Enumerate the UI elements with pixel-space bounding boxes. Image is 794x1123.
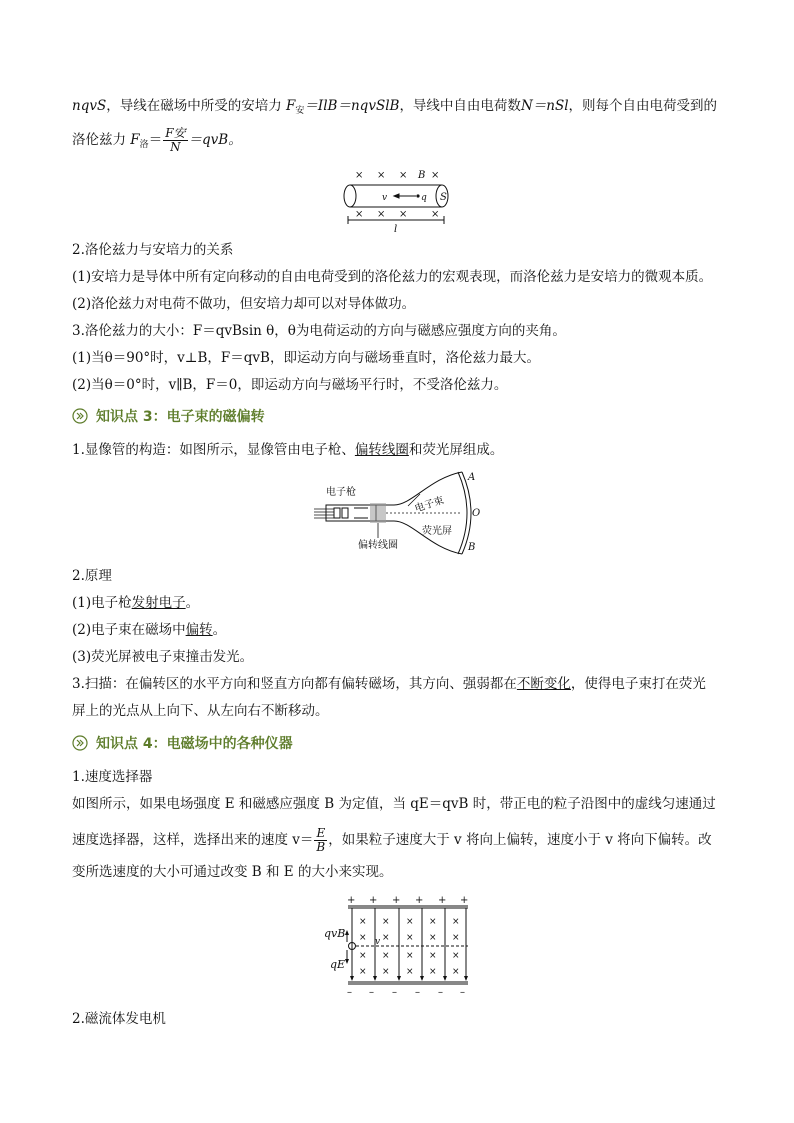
principle-title: 2.原理	[72, 568, 112, 584]
mhd-generator-title: 2.磁流体发电机	[72, 1011, 166, 1027]
scan-line-1: 3.扫描：在偏转区的水平方向和竖直方向都有偏转磁场，其方向、强弱都在不断变化，使得电子束打在荧光	[72, 676, 706, 692]
knowledge-point-3-heading	[72, 405, 265, 427]
svg-text:×: ×	[452, 951, 460, 961]
svg-text:×: ×	[359, 933, 367, 943]
label-electron-beam: 电子束	[413, 495, 446, 515]
label-A: A	[468, 472, 476, 483]
scan-line-2: 屏上的光点从上向下、从左向右不断移动。	[72, 703, 329, 719]
conductor-figure	[338, 166, 456, 234]
principle-item-2: (2)电子束在磁场中偏转。	[72, 622, 227, 638]
svg-text:×: ×	[429, 951, 437, 961]
svg-text:×: ×	[382, 967, 390, 977]
plus-sign: +	[347, 895, 356, 906]
plus-sign: +	[438, 895, 447, 906]
label-v: v	[375, 937, 381, 947]
principle-item-3: (3)荧光屏被电子束撞击发光。	[72, 649, 254, 665]
velocity-selector-line-3: 变所选速度的大小可通过改变 B 和 E 的大小来实现。	[72, 864, 393, 880]
svg-text:×: ×	[429, 917, 437, 927]
cross-mark: ×	[399, 170, 408, 181]
minus-sign: –	[460, 987, 465, 996]
cross-mark: ×	[431, 209, 440, 220]
svg-text:×: ×	[452, 967, 460, 977]
section-2-title: 2.洛伦兹力与安培力的关系	[72, 242, 234, 258]
svg-text:×: ×	[359, 967, 367, 977]
label-electron-gun: 电子枪	[326, 487, 356, 498]
label-S: S	[440, 192, 447, 203]
plus-sign: +	[392, 895, 401, 906]
svg-text:×: ×	[359, 917, 367, 927]
cross-mark: ×	[377, 209, 386, 220]
svg-text:×: ×	[382, 933, 390, 943]
heading-text: 知识点 3：电子束的磁偏转	[96, 409, 265, 425]
label-deflection-coil: 偏转线圈	[358, 540, 398, 551]
velocity-selector-figure	[322, 892, 472, 996]
chevron-circle-icon	[72, 735, 88, 751]
section-3-item-2: (2)当θ＝0°时，v∥B，F＝0，即运动方向与磁场平行时，不受洛伦兹力。	[72, 377, 508, 393]
crt-structure-line: 1.显像管的构造：如图所示，显像管由电子枪、偏转线圈和荧光屏组成。	[72, 442, 504, 458]
cross-mark: ×	[355, 209, 364, 220]
plus-sign: +	[415, 895, 424, 906]
svg-text:×: ×	[429, 967, 437, 977]
label-O: O	[472, 508, 481, 519]
fraction-e-over-b: $\frac{E}{B}$	[316, 826, 326, 854]
minus-sign: –	[438, 987, 443, 996]
svg-text:×: ×	[406, 933, 414, 943]
label-q: q	[421, 193, 427, 203]
section-3-item-1: (1)当θ＝90°时，v⊥B，F＝qvB，即运动方向与磁场垂直时，洛伦兹力最大。	[72, 350, 540, 366]
chevron-circle-icon	[72, 408, 88, 424]
velocity-selector-title: 1.速度选择器	[72, 769, 153, 785]
cross-mark: ×	[377, 170, 386, 181]
crt-figure	[312, 468, 490, 556]
svg-text:×: ×	[382, 917, 390, 927]
minus-sign: –	[415, 987, 420, 996]
cross-mark: ×	[431, 170, 440, 181]
svg-text:×: ×	[452, 917, 460, 927]
svg-text:×: ×	[452, 933, 460, 943]
knowledge-point-4-heading	[72, 732, 293, 754]
svg-text:×: ×	[359, 951, 367, 961]
cross-mark: ×	[399, 209, 408, 220]
svg-text:×: ×	[406, 967, 414, 977]
label-v: v	[382, 193, 388, 203]
plus-sign: +	[369, 895, 378, 906]
svg-text:×: ×	[406, 917, 414, 927]
minus-sign: –	[369, 987, 374, 996]
label-screen: 荧光屏	[422, 526, 452, 537]
svg-text:×: ×	[382, 951, 390, 961]
svg-text:×: ×	[406, 951, 414, 961]
label-B: B	[468, 542, 476, 553]
label-qvB: qvB	[324, 927, 346, 940]
label-B: B	[418, 170, 426, 181]
paragraph-line-2: 洛伦兹力 $F_洛=$ $\frac{\text{F安}}{N}$ ＝qvB。	[72, 126, 242, 154]
label-l: l	[394, 224, 398, 234]
svg-text:×: ×	[429, 933, 437, 943]
minus-sign: –	[347, 987, 352, 996]
principle-item-1: (1)电子枪发射电子。	[72, 595, 200, 611]
paragraph-line-1: nqvS，导线在磁场中所受的安培力 $F_安=IlB=nqvSlB$，导线中自由电荷数N＝nSl，则每个自由电荷受到的	[72, 98, 718, 116]
minus-sign: –	[392, 987, 397, 996]
fraction-f-over-n: $\frac{\text{F安}}{N}$	[165, 126, 186, 154]
cross-mark: ×	[355, 170, 364, 181]
plus-sign: +	[460, 895, 469, 906]
velocity-selector-line-2: 速度选择器，这样，选择出来的速度 v＝ $\frac{E}{B}$ ，如果粒子速度大于 v 将向上偏转，速度小于 v 将向下偏转。改	[72, 826, 712, 854]
label-qE: qE	[330, 958, 346, 971]
velocity-selector-line-1: 如图所示，如果电场强度 E 和磁感应强度 B 为定值，当 qE＝qvB 时，带正电的粒子沿图中的虚线匀速通过	[72, 796, 716, 812]
section-2-item-2: (2)洛伦兹力对电荷不做功，但安培力却可以对导体做功。	[72, 296, 416, 312]
section-2-item-1: (1)安培力是导体中所有定向移动的自由电荷受到的洛伦兹力的宏观表现，而洛伦兹力是安培力的微观本质。	[72, 269, 713, 285]
heading-text: 知识点 4：电磁场中的各种仪器	[96, 736, 293, 752]
section-3-title: 3.洛伦兹力的大小：F＝qvBsin θ，θ为电荷运动的方向与磁感应强度方向的夹角。	[72, 323, 566, 339]
